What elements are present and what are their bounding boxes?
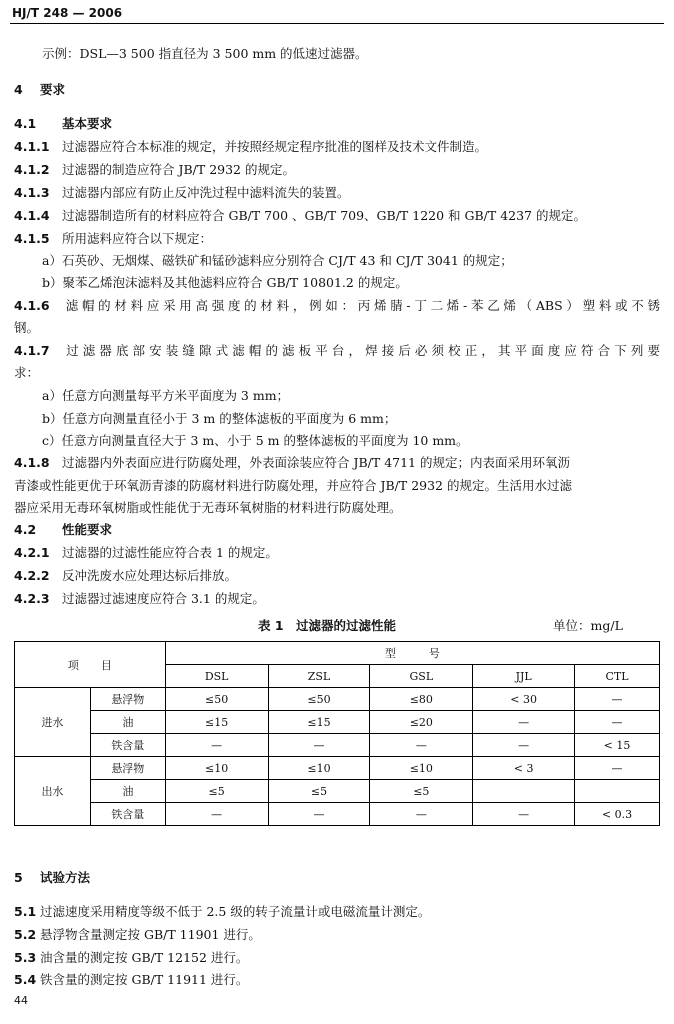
cell-value: — (370, 803, 473, 826)
group-label-outlet: 出水 (15, 757, 91, 826)
cell-value: ≤5 (370, 780, 473, 803)
cell-value: — (473, 803, 575, 826)
cell-value: < 30 (473, 688, 575, 711)
cell-value: ≤10 (370, 757, 473, 780)
clause-4-1-2: 4.1.2 过滤器的制造应符合 JB/T 2932 的规定。 (14, 162, 295, 177)
model-header: CTL (575, 665, 660, 688)
table-row (15, 688, 660, 711)
clause-4-1-6-line1: 4.1.6 滤帽的材料应采用高强度的材料，例如：丙烯腈-丁二烯-苯乙烯（ABS）塑料或不锈 (14, 298, 660, 313)
header-rule (10, 23, 664, 24)
model-header: ZSL (268, 665, 370, 688)
model-header: GSL (370, 665, 473, 688)
table-unit: 单位：mg/L (553, 618, 623, 633)
cell-value: — (268, 734, 370, 757)
clause-4-2-2: 4.2.2 反冲洗废水应处理达标后排放。 (14, 568, 238, 583)
cell-value: ≤50 (165, 688, 268, 711)
param-name: 悬浮物 (90, 757, 165, 780)
cell-value: ≤50 (268, 688, 370, 711)
page-number: 44 (14, 994, 28, 1007)
cell-value (575, 780, 660, 803)
section-4-2-heading: 4.2 性能要求 (14, 522, 113, 537)
table-row (15, 734, 660, 757)
cell-value: ≤80 (370, 688, 473, 711)
param-name: 悬浮物 (90, 688, 165, 711)
document-code: HJ/T 248 — 2006 (12, 6, 123, 20)
cell-value: — (575, 757, 660, 780)
clause-4-1-8-line3: 器应采用无毒环氧树脂或性能优于无毒环氧树脂的材料进行防腐处理。 (14, 500, 402, 515)
cell-value: — (575, 711, 660, 734)
clause-4-1-6-line2: 钢。 (14, 320, 40, 335)
clause-5-3: 5.3 油含量的测定按 GB/T 12152 进行。 (14, 950, 249, 965)
cell-value: ≤15 (268, 711, 370, 734)
clause-4-2-1: 4.2.1 过滤器的过滤性能应符合表 1 的规定。 (14, 545, 278, 560)
cell-value: — (165, 803, 268, 826)
clause-4-1-5-a: a）石英砂、无烟煤、磁铁矿和锰砂滤料应分别符合 CJ/T 43 和 CJ/T 3041 的规定； (42, 253, 513, 268)
cell-value: < 3 (473, 757, 575, 780)
example-line: 示例：DSL—3 500 指直径为 3 500 mm 的低速过滤器。 (42, 46, 368, 61)
clause-4-2-3: 4.2.3 过滤器过滤速度应符合 3.1 的规定。 (14, 591, 265, 606)
cell-value: ≤10 (268, 757, 370, 780)
table-row (15, 803, 660, 826)
cell-value: — (473, 711, 575, 734)
cell-value: — (165, 734, 268, 757)
cell-value: — (268, 803, 370, 826)
filtration-performance-table (14, 641, 660, 826)
cell-value: ≤10 (165, 757, 268, 780)
section-5-heading: 5 试验方法 (14, 870, 91, 885)
param-name: 油 (90, 711, 165, 734)
clause-4-1-7-a: a）任意方向测量每平方米平面度为 3 mm； (42, 388, 290, 403)
cell-value: — (575, 688, 660, 711)
clause-5-4: 5.4 铁含量的测定按 GB/T 11911 进行。 (14, 972, 249, 987)
param-name: 铁含量 (90, 734, 165, 757)
clause-4-1-1: 4.1.1 过滤器应符合本标准的规定，并按照经规定程序批准的图样及技术文件制造。 (14, 139, 488, 154)
clause-4-1-7-c: c）任意方向测量直径大于 3 m、小于 5 m 的整体滤板的平面度为 10 mm。 (42, 433, 469, 448)
cell-value: ≤15 (165, 711, 268, 734)
table-row (15, 757, 660, 780)
clause-5-1: 5.1 过滤速度采用精度等级不低于 2.5 级的转子流量计或电磁流量计测定。 (14, 904, 431, 919)
clause-4-1-8-line1: 4.1.8 过滤器内外表面应进行防腐处理，外表面涂装应符合 JB/T 4711 的规定；内表面采用环氧沥 (14, 455, 570, 470)
param-name: 油 (90, 780, 165, 803)
table-caption: 表 1 过滤器的过滤性能 (258, 618, 397, 633)
cell-value: < 15 (575, 734, 660, 757)
clause-4-1-3: 4.1.3 过滤器内部应有防止反冲洗过程中滤料流失的装置。 (14, 185, 350, 200)
table-row (15, 780, 660, 803)
clause-4-1-5: 4.1.5 所用滤料应符合以下规定： (14, 231, 213, 246)
clause-5-2: 5.2 悬浮物含量测定按 GB/T 11901 进行。 (14, 927, 261, 942)
clause-4-1-7-b: b）任意方向测量直径小于 3 m 的整体滤板的平面度为 6 mm； (42, 411, 397, 426)
model-header: DSL (165, 665, 268, 688)
cell-value: — (370, 734, 473, 757)
cell-value: ≤20 (370, 711, 473, 734)
table-row (15, 711, 660, 734)
clause-4-1-4: 4.1.4 过滤器制造所有的材料应符合 GB/T 700 、GB/T 709、GB/T 1220 和 GB/T 4237 的规定。 (14, 208, 586, 223)
clause-4-1-8-line2: 青漆或性能更优于环氧沥青漆的防腐材料进行防腐处理，并应符合 JB/T 2932 的规定。生活用水过滤 (14, 478, 572, 493)
section-4-heading: 4 要求 (14, 82, 66, 97)
cell-value: — (473, 734, 575, 757)
item-header: 项 目 (15, 642, 166, 688)
cell-value (473, 780, 575, 803)
clause-4-1-5-b: b）聚苯乙烯泡沫滤料及其他滤料应符合 GB/T 10801.2 的规定。 (42, 275, 408, 290)
model-header: JJL (473, 665, 575, 688)
type-header: 型 号 (165, 642, 659, 665)
clause-4-1-7-line2: 求： (14, 365, 40, 380)
cell-value: < 0.3 (575, 803, 660, 826)
group-label-inlet: 进水 (15, 688, 91, 757)
cell-value: ≤5 (268, 780, 370, 803)
section-4-1-heading: 4.1 基本要求 (14, 116, 113, 131)
param-name: 铁含量 (90, 803, 165, 826)
clause-4-1-7-line1: 4.1.7 过滤器底部安装缝隙式滤帽的滤板平台，焊接后必须校正，其平面度应符合下列要 (14, 343, 660, 358)
cell-value: ≤5 (165, 780, 268, 803)
